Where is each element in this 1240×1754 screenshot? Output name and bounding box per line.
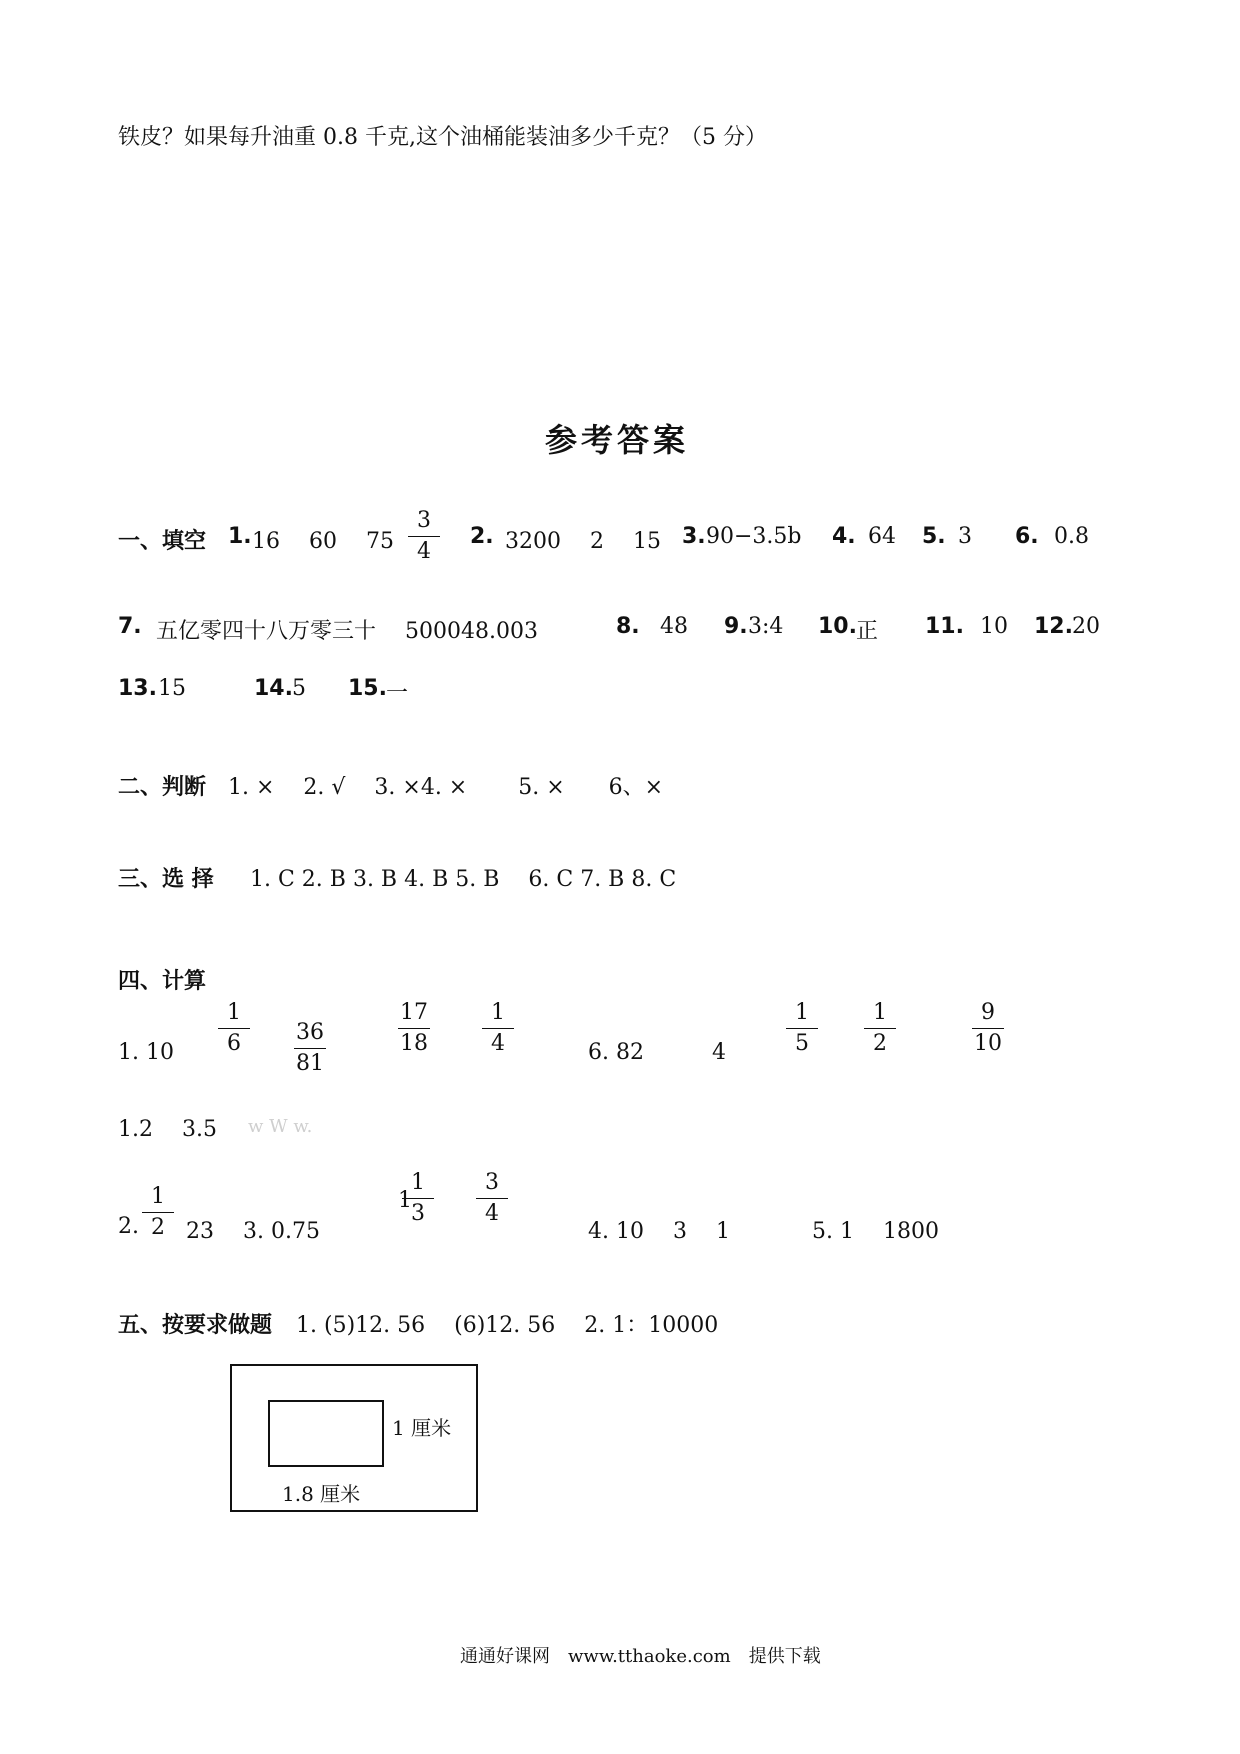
- calc-row3-mixed-whole: 1: [398, 1188, 412, 1213]
- q1-number: 1.: [228, 524, 252, 549]
- fraction-numerator: 1: [491, 1000, 505, 1025]
- q5-number: 5.: [922, 524, 946, 549]
- fraction-denominator: 6: [227, 1031, 241, 1056]
- fraction-denominator: 10: [974, 1031, 1002, 1056]
- fraction-numerator: 17: [400, 1000, 428, 1025]
- fraction-bar: [476, 1198, 508, 1199]
- fraction-denominator: 4: [485, 1201, 499, 1226]
- calc-row3-fraction3: [470, 1170, 514, 1227]
- q15-value: 一: [386, 681, 409, 706]
- fraction-denominator: 4: [417, 539, 431, 564]
- calc-row3-fraction1: [136, 1184, 180, 1241]
- q14-value: 5: [292, 676, 306, 701]
- calc-row3-tail2: 5. 1 1800: [812, 1219, 939, 1244]
- q7-number: 7.: [118, 614, 142, 639]
- q3-value: 90−3.5b: [706, 524, 802, 549]
- fraction-bar: [142, 1212, 174, 1213]
- section3-answers: 1. C 2. B 3. B 4. B 5. B 6. C 7. B 8. C: [250, 867, 677, 892]
- q10-value: 正: [856, 619, 879, 644]
- page-title: 参考答案: [545, 421, 690, 459]
- q9-number: 9.: [724, 614, 748, 639]
- fraction-denominator: 81: [296, 1051, 324, 1076]
- q6-value: 0.8: [1054, 524, 1089, 549]
- q11-number: 11.: [925, 614, 964, 639]
- fraction-numerator: 3: [485, 1170, 499, 1195]
- fraction-numerator: 1: [795, 1000, 809, 1025]
- q7-value: 五亿零四十八万零三十 500048.003: [156, 619, 538, 644]
- fraction-bar: [218, 1028, 250, 1029]
- fraction-denominator: 18: [400, 1031, 428, 1056]
- section1-heading: 一、填空: [118, 529, 207, 554]
- calc-row1-mid2: 4: [712, 1040, 726, 1065]
- fraction-bar: [972, 1028, 1004, 1029]
- fraction-denominator: 2: [151, 1215, 165, 1240]
- fraction-numerator: 1: [151, 1184, 165, 1209]
- section5-answers: 1. (5)12. 56 (6)12. 56 2. 1：10000: [296, 1313, 719, 1338]
- calc-row1-mid1: 6. 82: [588, 1040, 644, 1065]
- calc-row1-fraction4: [476, 1000, 520, 1057]
- q8-value: 48: [660, 614, 688, 639]
- q8-number: 8.: [616, 614, 640, 639]
- q11-value: 10: [980, 614, 1008, 639]
- fraction-numerator: 3: [417, 508, 431, 533]
- diagram-rectangle: [268, 1400, 384, 1467]
- q4-number: 4.: [832, 524, 856, 549]
- section4-heading: 四、计算: [118, 969, 207, 994]
- calc-row1-fraction1: [212, 1000, 256, 1057]
- calc-row1-lead: 1. 10: [118, 1040, 174, 1065]
- fraction-bar: [294, 1048, 326, 1049]
- fraction-bar: [864, 1028, 896, 1029]
- q12-value: 20: [1072, 614, 1100, 639]
- page-footer: 通通好课网 www.tthaoke.com 提供下载: [460, 1646, 821, 1667]
- fraction-denominator: 3: [411, 1201, 425, 1226]
- calc-row3-tail1: 4. 10 3 1: [588, 1219, 730, 1244]
- q15-number: 15.: [348, 676, 387, 701]
- fraction-denominator: 4: [491, 1031, 505, 1056]
- q1-fraction: [402, 508, 446, 565]
- section3-heading: 三、选 择: [118, 867, 214, 892]
- q13-value: 15: [158, 676, 186, 701]
- q5-value: 3: [958, 524, 972, 549]
- section2-heading: 二、判断: [118, 775, 207, 800]
- fraction-numerator: 1: [411, 1170, 425, 1195]
- fraction-numerator: 1: [227, 1000, 241, 1025]
- fraction-denominator: 5: [795, 1031, 809, 1056]
- fraction-bar: [482, 1028, 514, 1029]
- q6-number: 6.: [1015, 524, 1039, 549]
- fraction-numerator: 36: [296, 1020, 324, 1045]
- fraction-bar: [398, 1028, 430, 1029]
- q3-number: 3.: [682, 524, 706, 549]
- fraction-numerator: 1: [873, 1000, 887, 1025]
- q14-number: 14.: [254, 676, 293, 701]
- fraction-numerator: 9: [981, 1000, 995, 1025]
- fraction-bar: [786, 1028, 818, 1029]
- fraction-denominator: 2: [873, 1031, 887, 1056]
- diagram-width-label: 1.8 厘米: [282, 1482, 361, 1506]
- calc-row1-fraction6: [858, 1000, 902, 1057]
- calc-row1-fraction2: [288, 1020, 332, 1077]
- calc-row1-fraction5: [780, 1000, 824, 1057]
- fraction-bar: [402, 1198, 434, 1199]
- section5-heading: 五、按要求做题: [118, 1313, 273, 1338]
- q1-values: 16 60 75: [252, 529, 394, 554]
- q9-value: 3:4: [748, 614, 784, 639]
- watermark-text: w W w.: [248, 1116, 313, 1137]
- q2-values: 3200 2 15: [505, 529, 661, 554]
- q2-number: 2.: [470, 524, 494, 549]
- calc-row2-text: 1.2 3.5: [118, 1117, 217, 1142]
- section2-answers: 1. × 2. √ 3. ×4. × 5. × 6、×: [228, 775, 664, 800]
- calc-row1-fraction3: [392, 1000, 436, 1057]
- calc-row3-after-fraction1: 23 3. 0.75: [186, 1219, 320, 1244]
- calc-row3-lead: 2.: [118, 1214, 139, 1239]
- intro-line: 铁皮？如果每升油重 0.8 千克,这个油桶能装油多少千克？（5 分）: [118, 125, 767, 150]
- q4-value: 64: [868, 524, 896, 549]
- q10-number: 10.: [818, 614, 857, 639]
- diagram-height-label: 1 厘米: [392, 1416, 452, 1440]
- calc-row1-fraction7: [966, 1000, 1010, 1057]
- fraction-bar: [408, 536, 440, 537]
- q12-number: 12.: [1034, 614, 1073, 639]
- q13-number: 13.: [118, 676, 157, 701]
- calc-row3-fraction2: [396, 1170, 440, 1227]
